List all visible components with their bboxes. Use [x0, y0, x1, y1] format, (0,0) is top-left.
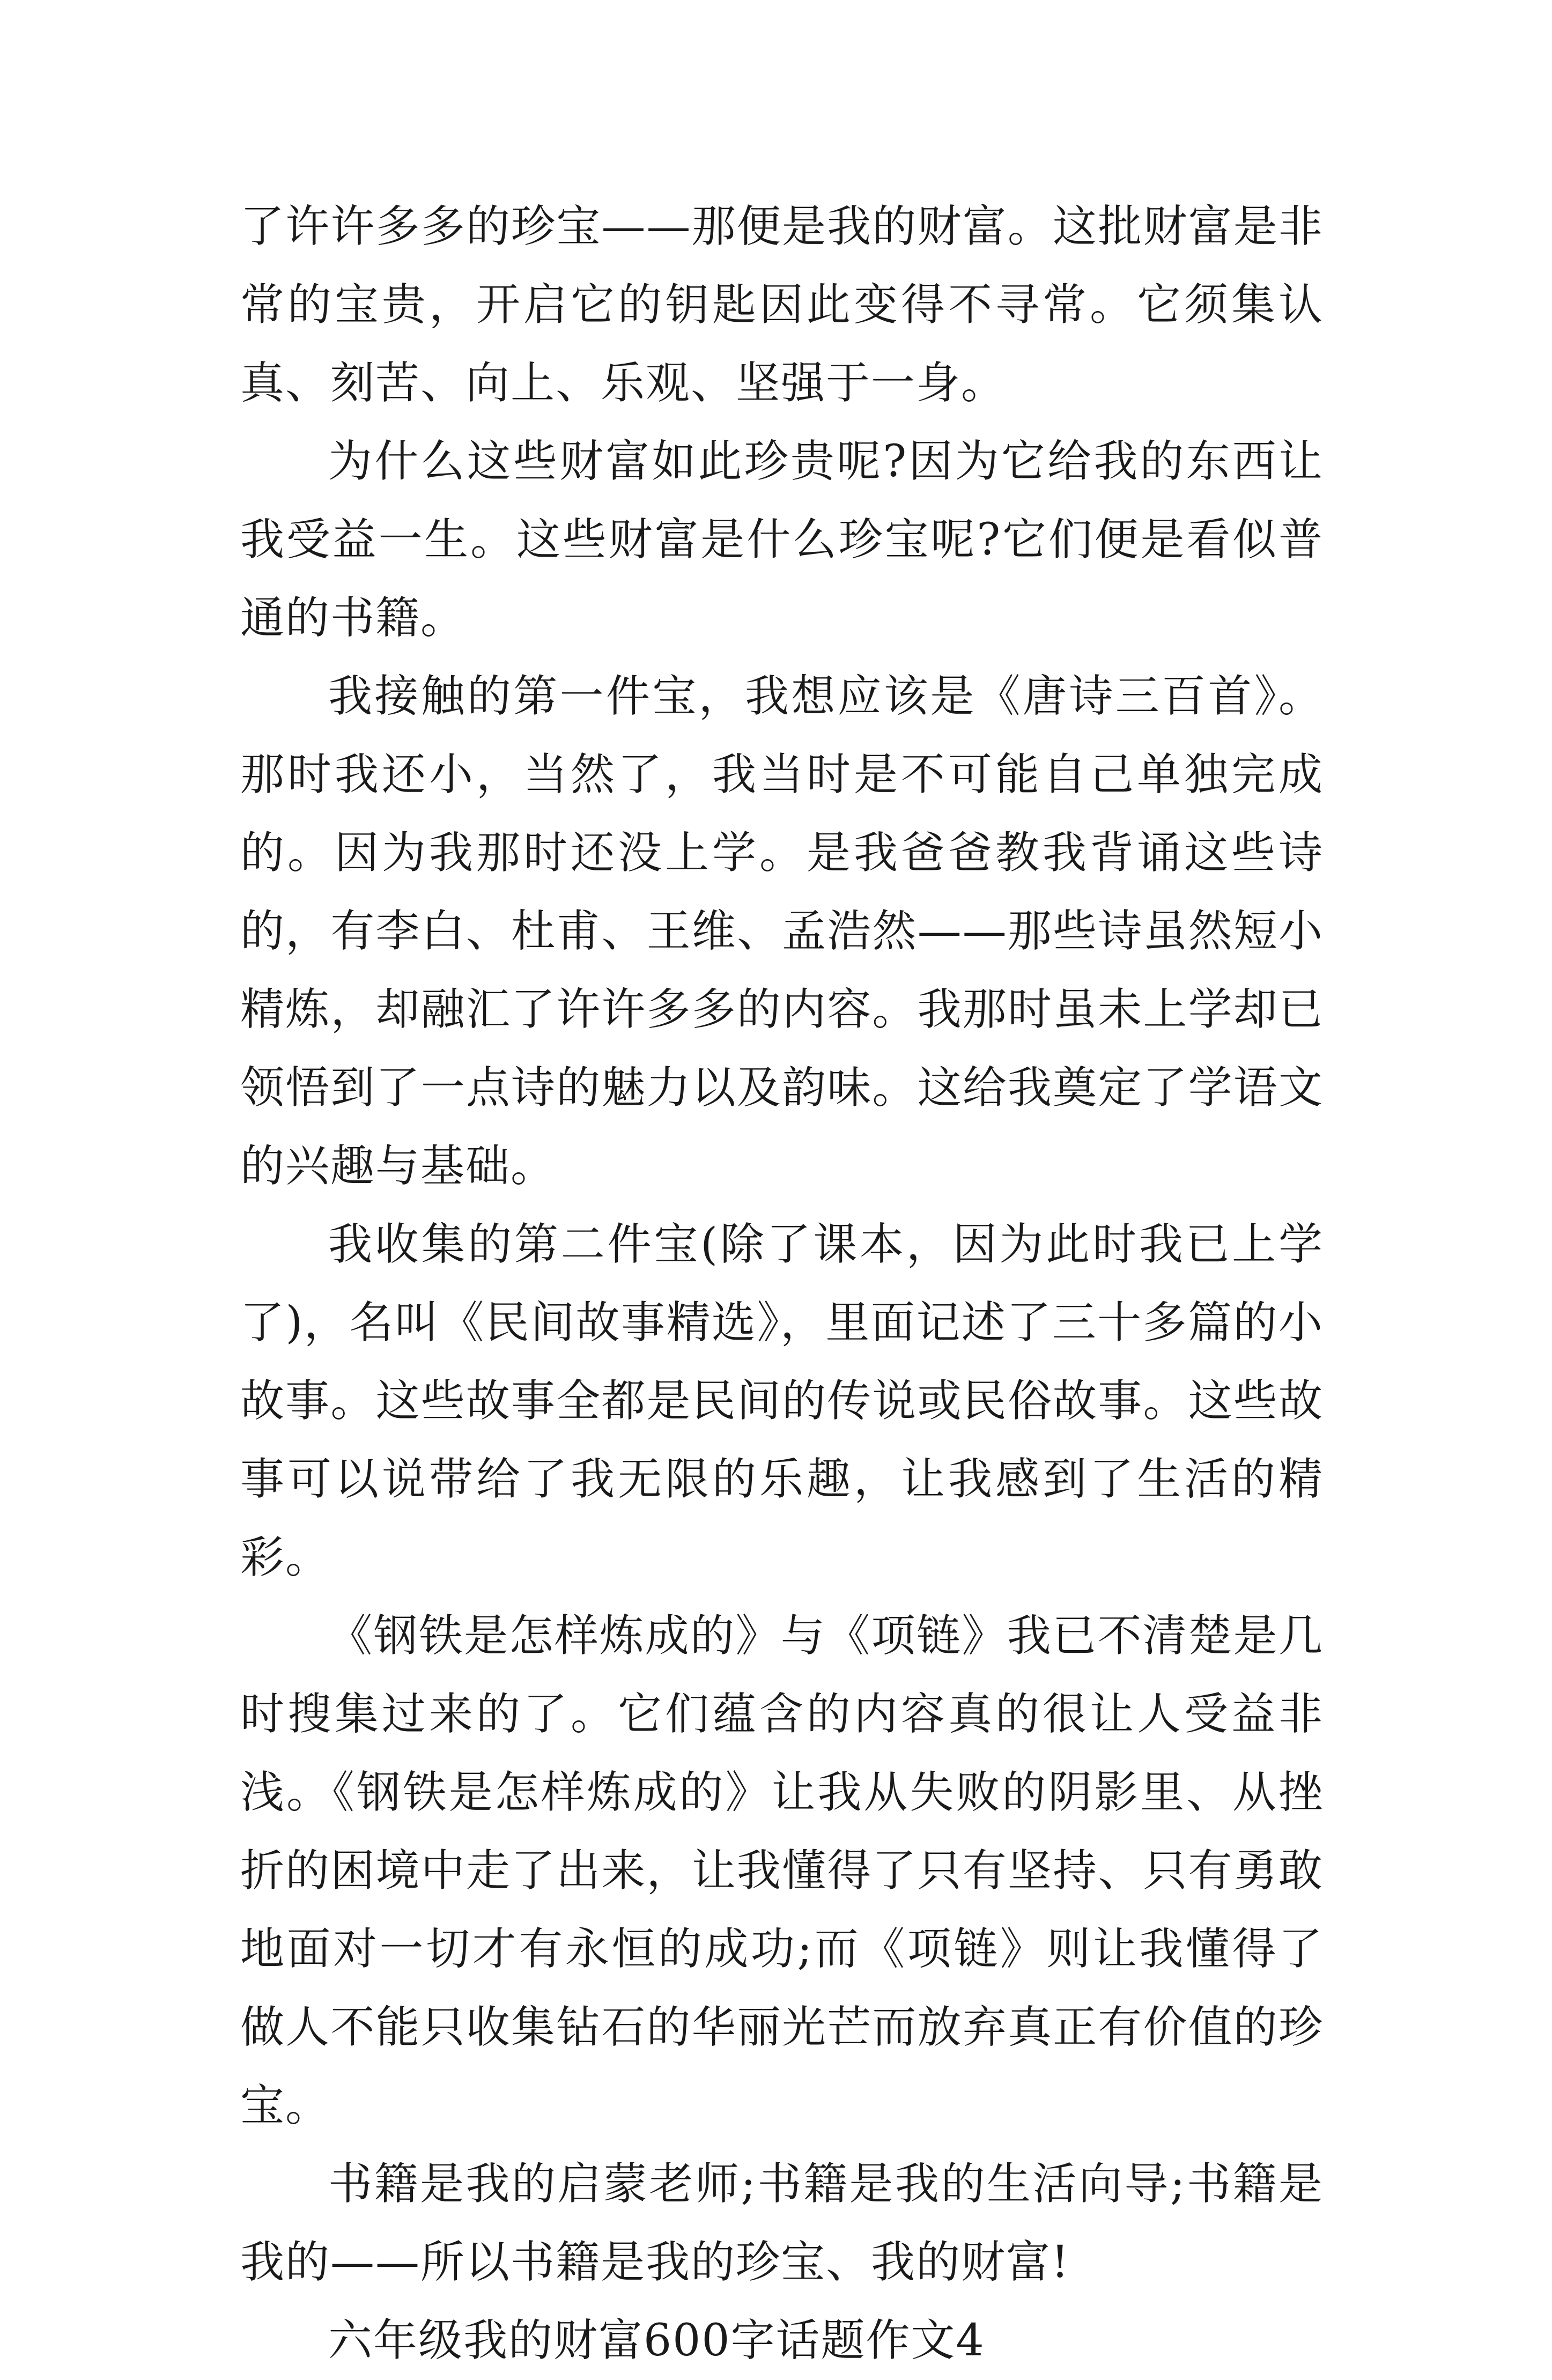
paragraph-2: 为什么这些财富如此珍贵呢?因为它给我的东西让我受益一生。这些财富是什么珍宝呢?它们便是看似普通的书籍。 — [240, 436, 1324, 644]
paragraph-4: 我收集的第二件宝(除了课本，因为此时我已上学了)，名叫《民间故事精选》，里面记述了三十多篇的小故事。这些故事全都是民间的传说或民俗故事。这些故事可以说带给了我无限的乐趣，让我感到了生活的精彩。 — [240, 1219, 1324, 1583]
paragraph-6: 书籍是我的启蒙老师;书籍是我的生活向导;书籍是我的——所以书籍是我的珍宝、我的财富! — [240, 2159, 1324, 2288]
paragraph-3: 我接触的第一件宝，我想应该是《唐诗三百首》。那时我还小，当然了，我当时是不可能自己单独完成的。因为我那时还没上学。是我爸爸教我背诵这些诗的，有李白、杜甫、王维、孟浩然——那些诗虽然短小精炼，却融汇了许许多多的内容。我那时虽未上学却已领悟到了一点诗的魅力以及韵味。这给我奠定了学语文的兴趣与基础。 — [240, 671, 1324, 1192]
essay-body — [240, 188, 1324, 2380]
paragraph-1: 了许许多多的珍宝——那便是我的财富。这批财富是非常的宝贵，开启它的钥匙因此变得不寻常。它须集认真、刻苦、向上、乐观、坚强于一身。 — [240, 201, 1324, 409]
section-title: 六年级我的财富600字话题作文4 — [328, 2315, 985, 2366]
paragraph-5: 《钢铁是怎样炼成的》与《项链》我已不清楚是几时搜集过来的了。它们蕴含的内容真的很让人受益非浅。《钢铁是怎样炼成的》让我从失败的阴影里、从挫折的困境中走了出来，让我懂得了只有坚持、只有勇敢地面对一切才有永恒的成功;而《项链》则让我懂得了做人不能只收集钻石的华丽光芒而放弃真正有价值的珍宝。 — [240, 1610, 1324, 2131]
